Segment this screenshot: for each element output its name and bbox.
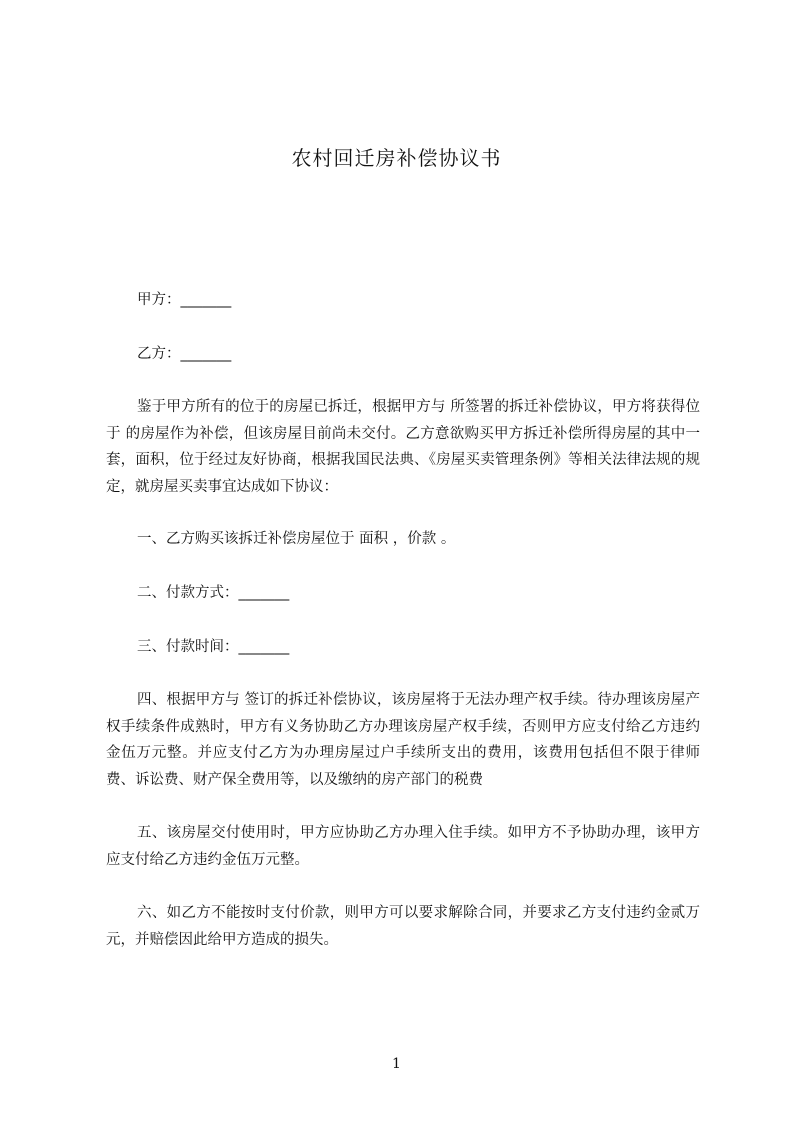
preamble-paragraph: 鉴于甲方所有的位于的房屋已拆迁，根据甲方与 所签署的拆迁补偿协议，甲方将获得位于 的房屋作为补偿，但该房屋目前尚未交付。乙方意欲购买甲方拆迁补偿所得房屋的其中一套，面积，位于经过友好协商，根据我国民法典、《房屋买卖管理条例》等相关法律法规的规定，就房屋买卖事宜达成如下协议： [106,399,700,495]
party-b-field: 乙方：_______ [137,346,232,362]
party-a-field: 甲方：_______ [137,292,232,308]
clause-5: 五、该房屋交付使用时，甲方应协助乙方办理入住手续。如甲方不予协助办理，该甲方应支付给乙方违约金伍万元整。 [106,825,700,868]
clause-2-payment-method: 二、付款方式：_______ [137,585,290,601]
clause-6: 六、如乙方不能按时支付价款，则甲方可以要求解除合同，并要求乙方支付违约金贰万元，并赔偿因此给甲方造成的损失。 [106,905,700,948]
page-number: 1 [392,1056,401,1072]
clause-4: 四、根据甲方与 签订的拆迁补偿协议，该房屋将于无法办理产权手续。待办理该房屋产权手续条件成熟时，甲方有义务协助乙方办理该房屋产权手续，否则甲方应支付给乙方违约金伍万元整。并应支付乙方为办理房屋过户手续所支出的费用，该费用包括但不限于律师费、诉讼费、财产保全费用等，以及缴纳的房产部门的税费 [106,692,700,788]
clause-3-payment-time: 三、付款时间：_______ [137,639,290,655]
document-title: 农村回迁房补偿协议书 [291,146,502,170]
clause-1: 一、乙方购买该拆迁补偿房屋位于 面积 ，价款 。 [137,531,456,547]
